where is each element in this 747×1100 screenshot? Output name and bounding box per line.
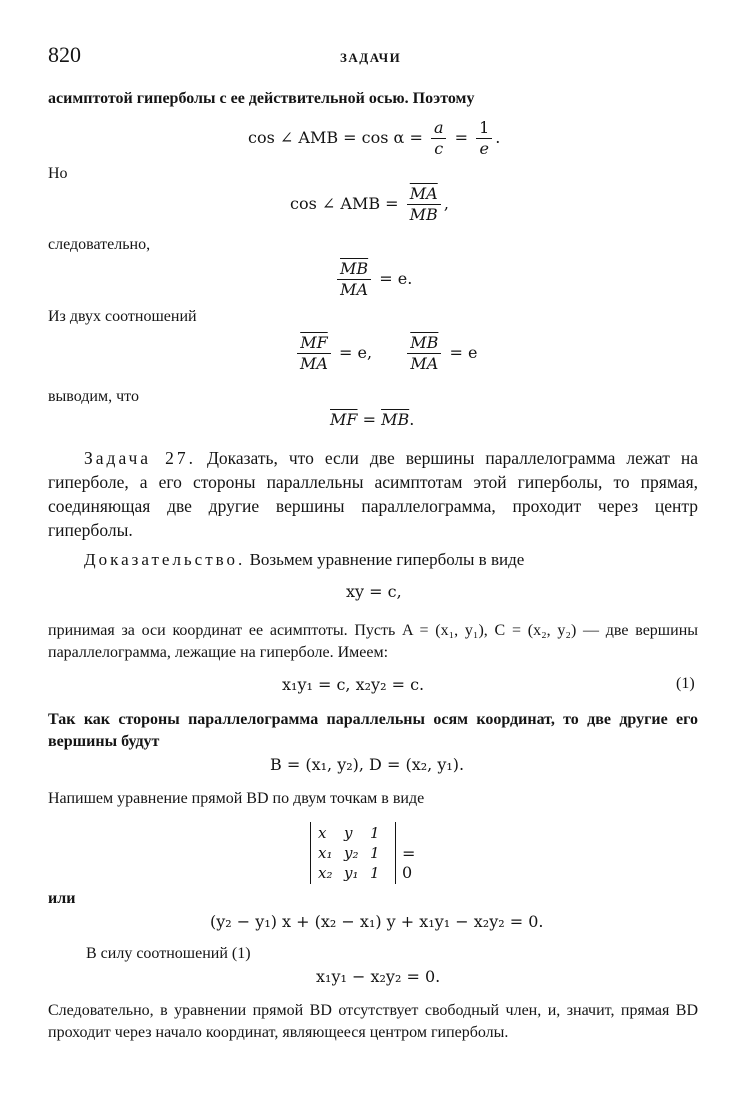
segment-ma-den: MA [340,280,369,299]
proof-body: Возьмем уравнение гиперболы в виде [249,550,525,569]
intro-line: асимптотой гиперболы с ее действительной осью. Поэтому [48,90,475,107]
since-paragraph: Так как стороны параллелограмма параллельны осям координат, то две другие его вершины будут [48,711,698,750]
comma: , [443,194,449,213]
determinant-equals-zero: = 0 [402,844,416,882]
equation-mf-eq-mb [330,410,414,429]
det-cell: 1 [370,824,380,842]
segment-ma-2: MA [300,354,328,373]
det-cell: x [318,824,327,842]
task-label: Задача 27. [84,448,196,468]
fraction-a-over-c [431,118,447,159]
write-equation: Напишем уравнение прямой BD по двум точкам в виде [48,790,425,807]
task-27-paragraph [48,446,698,542]
fraction-mb-over-ma [337,259,371,300]
word-no: Но [48,165,68,182]
from-two-relations: Из двух соотношений [48,308,197,325]
we-derive: выводим, что [48,388,139,405]
segment-mf: $\overline{MF}$ [300,333,328,352]
fraction-mf-over-ma [297,333,331,374]
segment-mb-num: $\overline{MB}$ [340,259,369,278]
fraction-mb-over-ma-2 [407,333,441,374]
running-title: ЗАДАЧИ [340,50,402,65]
numerator-a: a [433,118,444,137]
segment-mf-result: $\overline{MF}$ [330,410,358,429]
determinant-grid [318,824,392,882]
word-or: или [48,890,76,907]
segment-mb-2: $\overline{MB}$ [410,333,439,352]
equation-xy-c: xy = c, [346,582,402,601]
cos-amb-left: cos ∠ AMB = [290,194,399,213]
word-hence: следовательно, [48,236,151,253]
det-cell: y₂ [344,844,359,862]
denominator-e: e [479,139,489,158]
period: . [495,128,501,147]
task-body: Доказать, что если две вершины параллелограмма лежат на гиперболе, а его стороны параллельны асимптотам этой гиперболы, то прямая, соединяющая две другие вершины параллелограмма, проходит через центр гиперболы. [48,448,699,540]
det-cell: y [344,824,353,842]
numerator-1: 1 [476,118,492,139]
conclusion-paragraph: Следовательно, в уравнении прямой BD отсутствует свободный член, и, значит, прямая BD проходит через начало координат, являющееся центром гиперболы. [48,1002,698,1041]
det-cell: x₂ [318,864,333,882]
fraction-1-over-e [476,118,492,159]
proof-line [84,550,524,570]
equation-1: x₁y₁ = c, x₂y₂ = c. [282,675,425,694]
segment-mb-result: $\overline{MB}$ [381,410,410,429]
equation-two-relations [294,333,477,374]
eq-e-dot: = e. [379,269,413,288]
det-cell: 1 [370,844,380,862]
fraction-ma-over-mb [407,184,441,225]
equation-bd-points: B = (x₁, y₂), D = (x₂, y₁). [270,755,465,774]
segment-ma: $\overline{MA}$ [409,184,438,203]
det-cell: x₁ [318,844,333,862]
accepting-paragraph: принимая за оси координат ее асимптоты. Пусть A = (x₁, y₁), C = (x₂, y₂) — две вершины параллелограмма, лежащие на гиперболе. Имеем: [48,622,698,661]
equation-cos-amb [290,184,449,225]
equation-number-1: (1) [676,675,695,692]
equation-line-bd: (y₂ − y₁) x + (x₂ − x₁) y + x₁y₁ − x₂y₂ = 0. [210,912,544,931]
eq-e-comma: = e, [339,343,373,362]
page-number: 820 [48,42,81,67]
det-cell: 1 [370,864,380,882]
denominator-c: c [434,139,444,158]
cos-alpha-left: cos ∠ AMB = cos α = [248,128,423,147]
segment-ma-3: MA [410,354,439,373]
proof-label: Доказательство. [84,550,246,569]
by-virtue: В силу соотношений (1) [86,945,251,962]
equation-final: x₁y₁ − x₂y₂ = 0. [316,967,441,986]
equation-mb-over-ma [334,259,412,300]
equals-sign: = [454,128,468,147]
equation-cos-alpha [248,118,500,159]
segment-mb: MB [409,205,438,224]
eq-e: = e [449,343,478,362]
det-cell: y₁ [344,864,359,882]
period-2: . [409,410,415,429]
equals-mid: = [357,410,382,429]
